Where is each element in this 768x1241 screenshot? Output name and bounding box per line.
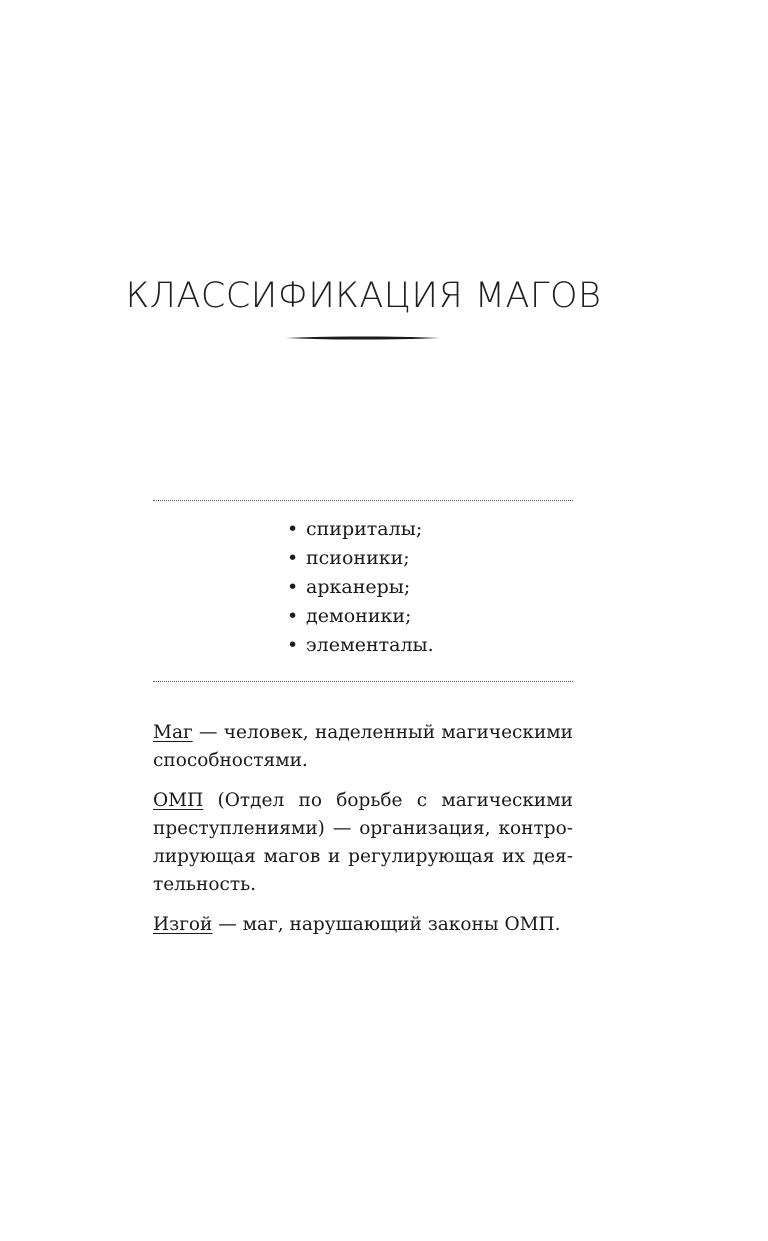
list-item-label: арканеры; xyxy=(306,576,411,598)
list-item-label: спиритaлы; xyxy=(306,518,423,540)
mage-class-list xyxy=(287,515,434,660)
list-item xyxy=(287,544,434,573)
list-item-label: элементалы. xyxy=(306,634,434,656)
dotted-divider-top xyxy=(153,500,573,501)
dotted-divider-bottom xyxy=(153,681,573,682)
bullet-icon: • xyxy=(287,605,299,627)
glossary-definition: (Отдел по борьбе с магическими преступлениями) — организация, контролирующая магов и регулирующая их деятельность. xyxy=(153,790,573,895)
bullet-icon: • xyxy=(287,518,299,540)
bullet-icon: • xyxy=(287,547,299,569)
page-title: КЛАССИФИКАЦИЯ МАГОВ xyxy=(125,276,602,316)
list-item xyxy=(287,515,434,544)
glossary-definition: — маг, нарушающий законы ОМП. xyxy=(212,914,561,935)
glossary-entry-mage xyxy=(153,719,573,775)
glossary-entry-omp xyxy=(153,787,573,899)
title-underline-ornament xyxy=(286,336,440,340)
list-item xyxy=(287,573,434,602)
bullet-icon: • xyxy=(287,634,299,656)
glossary-term: ОМП xyxy=(153,790,204,811)
glossary-term: Изгой xyxy=(153,914,213,935)
glossary-entry-outcast xyxy=(153,911,573,939)
list-item-label: демоники; xyxy=(306,605,412,627)
list-item xyxy=(287,631,434,660)
bullet-icon: • xyxy=(287,576,299,598)
glossary xyxy=(153,719,573,951)
glossary-definition: — человек, наделенный магическими способностями. xyxy=(153,722,573,771)
list-item-label: псионики; xyxy=(306,547,410,569)
glossary-term: Маг xyxy=(153,722,193,743)
list-item xyxy=(287,602,434,631)
